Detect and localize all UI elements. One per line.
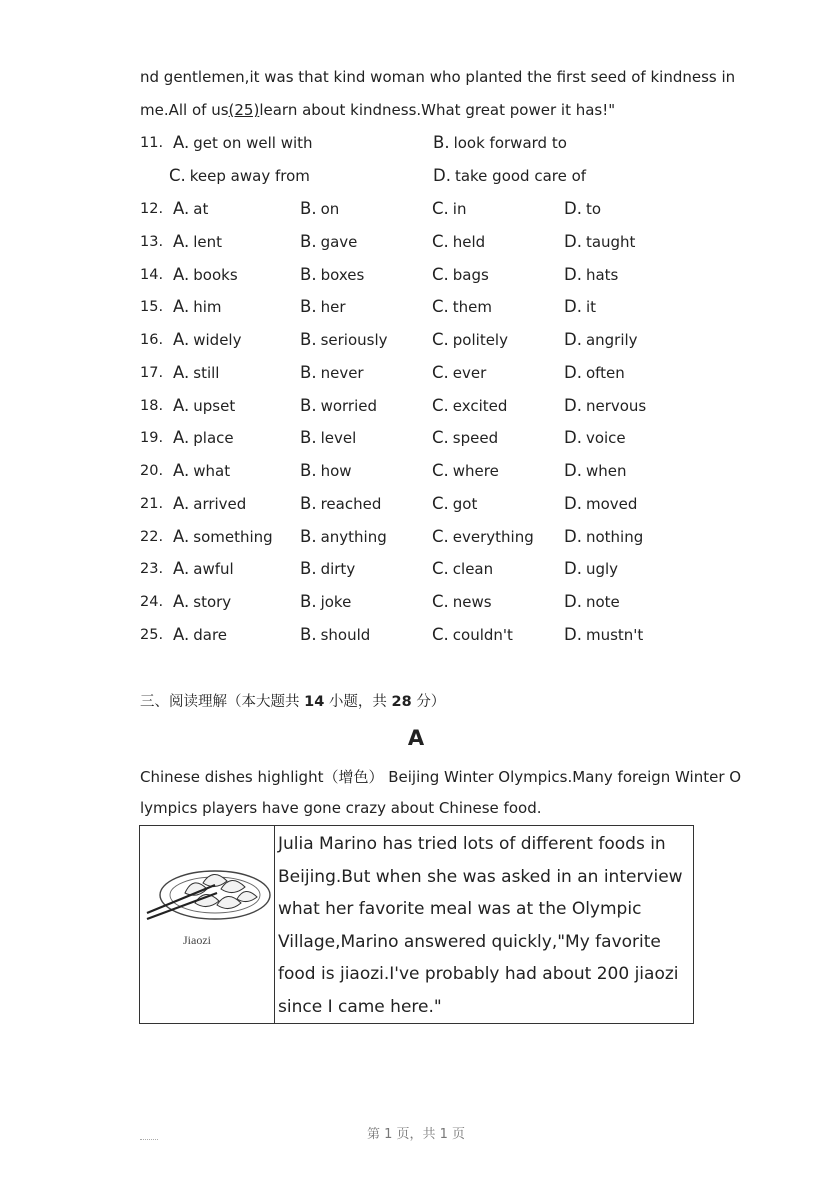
question-number: 21.	[140, 495, 164, 512]
option-a	[173, 199, 208, 218]
option-b	[300, 527, 387, 546]
option-b	[300, 428, 356, 447]
option-a	[173, 297, 222, 316]
option-text: joke	[320, 593, 352, 611]
option-text: what	[193, 462, 231, 480]
option-b	[300, 494, 381, 513]
section-text: 分）	[416, 694, 446, 710]
option-text: angrily	[585, 331, 638, 349]
option-letter: C.	[432, 231, 449, 251]
option-text: dare	[193, 625, 228, 644]
option-d	[564, 592, 620, 611]
option-text: look forward to	[453, 134, 567, 152]
option-text: politely	[452, 331, 508, 349]
option-letter: B.	[300, 264, 317, 284]
option-a	[173, 559, 234, 578]
option-b	[300, 592, 351, 611]
question-number: 11.	[140, 135, 164, 151]
option-letter: C.	[432, 199, 449, 218]
option-letter: D.	[564, 428, 582, 448]
option-text: often	[585, 363, 625, 382]
option-letter: C.	[432, 624, 449, 644]
option-c	[432, 559, 493, 578]
page-footer: 第 1 页，共 1 页	[366, 1127, 466, 1142]
option-d	[564, 265, 618, 284]
option-c	[432, 297, 492, 316]
option-letter: C.	[432, 592, 449, 611]
option-letter: B.	[300, 624, 317, 644]
option-text: news	[452, 593, 492, 611]
option-letter: C.	[432, 526, 449, 546]
option-letter: D.	[564, 461, 582, 480]
passage-text: me.All of us	[140, 101, 229, 119]
section-count: 14	[304, 694, 325, 710]
option-b	[300, 363, 364, 382]
jiaozi-plate-illustration	[141, 827, 273, 993]
option-letter: B.	[300, 231, 317, 251]
option-letter: B.	[300, 199, 317, 218]
option-letter: C.	[432, 461, 449, 480]
option-letter: A.	[173, 461, 190, 480]
option-letter: A.	[173, 592, 190, 611]
option-text: never	[320, 363, 364, 382]
option-c	[432, 461, 499, 480]
option-text: keep away from	[189, 167, 310, 185]
option-text: awful	[193, 560, 234, 579]
passage-box-text: Julia Marino has tried lots of different foods in Beijing.But when she was asked in an interview what her favorite meal was at the Olympic Village,Marino answered quickly,"My favorite food is jiaozi.I've probably had about 200 jiaozi since I came here."	[275, 826, 694, 1024]
option-c	[432, 199, 466, 218]
option-letter: B.	[433, 133, 450, 152]
option-a	[173, 363, 219, 382]
option-letter: D.	[564, 493, 582, 513]
option-text: excited	[452, 396, 508, 415]
passage-line	[140, 101, 615, 119]
question-number: 22.	[140, 528, 164, 545]
option-text: boxes	[320, 265, 365, 284]
question-number: 25.	[140, 626, 164, 643]
option-letter: A.	[173, 428, 190, 448]
option-d	[564, 396, 646, 415]
option-text: reached	[320, 494, 382, 513]
option-text: held	[452, 232, 486, 251]
option-letter: B.	[300, 493, 317, 513]
question-number: 15.	[140, 299, 164, 316]
option-text: moved	[585, 494, 638, 513]
option-letter: C.	[432, 493, 449, 513]
option-text: it	[585, 298, 597, 317]
option-text: everything	[452, 527, 534, 546]
question-number: 12.	[140, 201, 164, 217]
option-letter: B.	[300, 461, 317, 480]
question-number: 14.	[140, 266, 164, 283]
option-text: got	[452, 494, 478, 513]
option-d	[564, 428, 626, 447]
option-text: nothing	[585, 527, 644, 546]
option-letter: B.	[300, 362, 317, 382]
option-text: should	[320, 625, 371, 644]
option-d	[564, 461, 626, 480]
option-d	[564, 330, 638, 349]
option-letter: D.	[564, 395, 582, 415]
option-d	[564, 494, 637, 513]
option-letter: A.	[173, 493, 190, 513]
option-d	[564, 232, 635, 251]
option-text: when	[585, 462, 627, 480]
section-text: 三、阅读理解（本大题共	[140, 694, 300, 710]
option-letter: D.	[564, 199, 582, 218]
passage-text: learn about kindness.What great power it has!"	[259, 101, 616, 119]
option-a	[173, 330, 241, 349]
option-d	[564, 199, 601, 218]
question-number: 23.	[140, 561, 164, 578]
option-d	[564, 559, 618, 578]
option-text: mustn't	[585, 625, 644, 644]
option-c	[432, 330, 508, 349]
option-text: level	[320, 429, 357, 448]
option-letter: D.	[564, 526, 582, 546]
footer-mark	[140, 1139, 158, 1140]
section-score: 28	[391, 694, 412, 710]
section-text: 小题，共	[328, 694, 387, 710]
option-letter: D.	[564, 231, 582, 251]
passage-intro-line: lympics players have gone crazy about Chinese food.	[140, 799, 542, 817]
question-number: 19.	[140, 430, 164, 447]
passage-text: nd gentlemen,it was that kind woman who planted the first seed of kindness in	[140, 68, 736, 86]
question-number: 16.	[140, 332, 164, 348]
option-a	[173, 232, 222, 251]
option-letter: C.	[432, 559, 449, 579]
option-c	[432, 494, 477, 513]
option-text: him	[193, 298, 222, 317]
option-text: bags	[452, 265, 489, 284]
blank-25: (25)	[228, 101, 260, 119]
option-text: story	[193, 593, 232, 611]
option-text: where	[452, 462, 499, 480]
option-text: get on well with	[193, 134, 313, 152]
option-a	[173, 592, 231, 611]
option-c	[432, 363, 486, 382]
passage-intro-line: Chinese dishes highlight（增色） Beijing Winter Olympics.Many foreign Winter O	[140, 768, 742, 786]
option-letter: A.	[173, 330, 190, 349]
option-d	[433, 166, 586, 185]
option-letter: C.	[169, 166, 186, 185]
option-text: nervous	[585, 396, 647, 415]
option-b	[300, 199, 339, 218]
option-letter: C.	[432, 297, 449, 317]
image-caption: Jiaozi	[183, 933, 211, 947]
option-d	[564, 527, 643, 546]
option-text: speed	[452, 429, 499, 448]
option-a	[173, 265, 238, 284]
option-letter: D.	[564, 264, 582, 284]
option-b	[433, 133, 567, 152]
option-b	[300, 265, 364, 284]
option-letter: B.	[300, 559, 317, 579]
option-c	[432, 527, 534, 546]
option-b	[300, 461, 352, 480]
passage-line	[140, 68, 735, 86]
option-letter: D.	[564, 624, 582, 644]
option-c	[432, 428, 498, 447]
option-letter: C.	[432, 395, 449, 415]
option-letter: C.	[432, 264, 449, 284]
option-text: lent	[193, 232, 223, 251]
option-letter: D.	[564, 592, 582, 611]
option-text: how	[320, 462, 352, 480]
option-letter: C.	[432, 362, 449, 382]
option-text: hats	[585, 265, 619, 284]
section-heading	[140, 690, 445, 711]
option-text: books	[193, 265, 238, 284]
option-letter: B.	[300, 592, 317, 611]
option-text: arrived	[193, 494, 247, 513]
question-number: 20.	[140, 463, 164, 479]
option-a	[173, 133, 313, 152]
option-text: take good care of	[454, 167, 587, 185]
option-d	[564, 297, 596, 316]
option-text: still	[193, 363, 220, 382]
option-text: voice	[585, 429, 626, 448]
option-letter: A.	[173, 199, 190, 218]
option-text: widely	[193, 331, 242, 349]
option-a	[173, 461, 230, 480]
option-text: couldn't	[452, 625, 513, 644]
option-c	[432, 232, 485, 251]
option-a	[173, 428, 234, 447]
image-cell	[140, 826, 275, 1024]
option-c	[432, 592, 492, 611]
option-text: worried	[320, 396, 378, 415]
option-letter: D.	[564, 559, 582, 579]
option-b	[300, 232, 357, 251]
option-letter: C.	[432, 428, 449, 448]
option-letter: A.	[173, 297, 190, 317]
option-letter: D.	[564, 297, 582, 317]
option-text: clean	[452, 560, 494, 579]
option-letter: A.	[173, 395, 190, 415]
option-text: note	[585, 593, 620, 611]
option-letter: B.	[300, 297, 317, 317]
option-letter: C.	[432, 330, 449, 349]
option-letter: B.	[300, 428, 317, 448]
option-a	[173, 625, 227, 644]
passage-title: A	[407, 726, 425, 750]
option-text: place	[193, 429, 234, 448]
option-letter: B.	[300, 330, 317, 349]
option-text: ugly	[585, 560, 619, 579]
option-letter: A.	[173, 133, 190, 152]
option-a	[173, 396, 235, 415]
option-text: on	[320, 200, 340, 218]
option-c	[432, 265, 489, 284]
option-d	[564, 363, 625, 382]
option-letter: D.	[564, 362, 582, 382]
option-letter: D.	[433, 166, 451, 185]
option-d	[564, 625, 643, 644]
option-letter: B.	[300, 395, 317, 415]
option-c	[169, 166, 310, 185]
option-letter: B.	[300, 526, 317, 546]
option-letter: A.	[173, 559, 190, 579]
option-text: taught	[585, 232, 636, 251]
option-text: seriously	[320, 331, 388, 349]
question-number: 17.	[140, 364, 164, 381]
option-text: dirty	[320, 560, 356, 579]
option-b	[300, 330, 388, 349]
option-text: her	[320, 298, 346, 317]
option-letter: A.	[173, 264, 190, 284]
option-letter: A.	[173, 624, 190, 644]
option-text: anything	[320, 527, 387, 546]
option-b	[300, 625, 370, 644]
question-number: 18.	[140, 397, 164, 414]
option-text: them	[452, 298, 493, 317]
option-letter: A.	[173, 526, 190, 546]
passage-box	[139, 825, 694, 1024]
option-b	[300, 396, 377, 415]
option-letter: A.	[173, 231, 190, 251]
option-b	[300, 559, 355, 578]
question-number: 24.	[140, 594, 164, 610]
option-text: upset	[193, 396, 236, 415]
option-c	[432, 396, 507, 415]
option-c	[432, 625, 513, 644]
option-text: gave	[320, 232, 358, 251]
question-number: 13.	[140, 233, 164, 250]
option-text: ever	[452, 363, 487, 382]
option-text: to	[585, 200, 602, 218]
option-text: in	[452, 200, 467, 218]
option-letter: D.	[564, 330, 582, 349]
option-text: at	[193, 200, 209, 218]
option-text: something	[193, 527, 273, 546]
option-letter: A.	[173, 362, 190, 382]
option-a	[173, 494, 246, 513]
option-a	[173, 527, 273, 546]
option-b	[300, 297, 345, 316]
